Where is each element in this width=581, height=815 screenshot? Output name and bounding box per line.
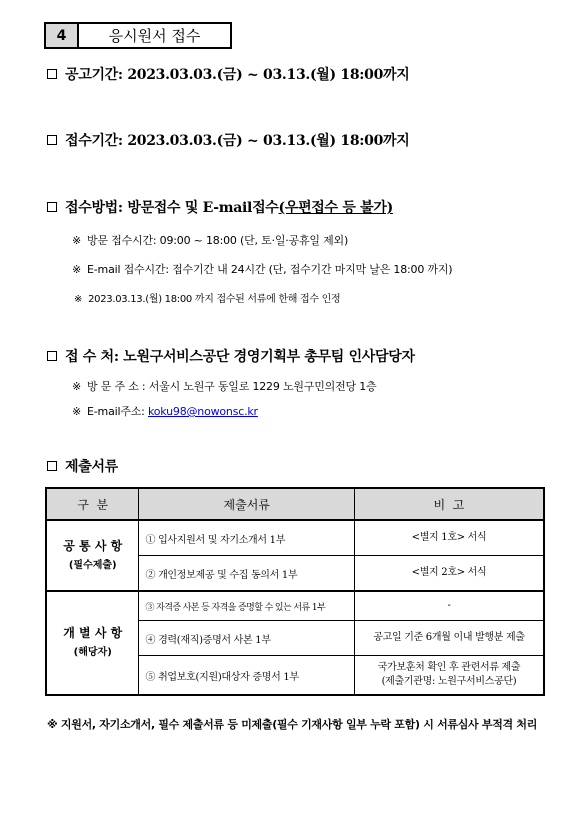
email-link[interactable]: koku98@nowonsc.kr xyxy=(147,405,258,418)
email-label: E-mail주소: xyxy=(87,405,145,418)
section-number: 4 xyxy=(44,22,79,49)
method-item-text: 2023.03.13.(월) 18:00 까지 접수된 서류에 한해 접수 인정 xyxy=(88,294,341,305)
checkbox-icon xyxy=(47,202,57,212)
category-sub: (해당자) xyxy=(73,647,112,658)
section-title: 응시원서 접수 xyxy=(77,22,232,49)
method-item-text: 방문 접수시간: 09:00 ~ 18:00 (단, 토·일·공휴일 제외) xyxy=(87,234,349,247)
checkbox-icon xyxy=(47,351,57,361)
visit-address: 서울시 노원구 동일로 1229 노원구민의전당 1층 xyxy=(148,380,377,393)
note-mark: ※ xyxy=(74,294,83,305)
category-name: 개 별 사 항 xyxy=(63,626,123,640)
announcement-period-line xyxy=(47,64,410,84)
document-cell: ① 입사지원서 및 자기소개서 1부 xyxy=(139,520,355,556)
documents-line xyxy=(47,456,118,476)
method-item xyxy=(72,261,452,277)
note-mark: ※ xyxy=(72,263,82,276)
place-label: 접 수 처: xyxy=(65,349,119,365)
table-row xyxy=(46,520,544,556)
documents-label: 제출서류 xyxy=(65,459,118,475)
table-header-row xyxy=(46,488,544,520)
reception-period: 2023.03.03.(금) ~ 03.13.(월) 18:00까지 xyxy=(127,133,410,149)
method-item xyxy=(72,232,348,248)
document-cell: ④ 경력(재직)증명서 사본 1부 xyxy=(139,621,355,656)
checkbox-icon xyxy=(47,461,57,471)
checkbox-icon xyxy=(47,69,57,79)
checkbox-icon xyxy=(47,135,57,145)
header-documents: 제출서류 xyxy=(139,488,355,520)
note-mark: ※ xyxy=(72,234,82,247)
announcement-period: 2023.03.03.(금) ~ 03.13.(월) 18:00까지 xyxy=(127,67,410,83)
method-label: 접수방법: xyxy=(65,200,123,216)
remark-cell: - xyxy=(355,591,545,621)
method-item xyxy=(74,290,340,305)
category-name: 공 통 사 항 xyxy=(63,538,123,553)
remark-cell: <별지 2호> 서식 xyxy=(355,556,545,592)
method-item-text: E-mail 접수시간: 접수기간 내 24시간 (단, 접수기간 마지막 날은 18:00 까지) xyxy=(87,263,453,276)
table-row xyxy=(46,591,544,621)
visit-address-line xyxy=(72,378,376,394)
remark-line-2: (제출기관명: 노원구서비스공단) xyxy=(381,676,517,687)
reception-period-line xyxy=(47,130,410,150)
note-mark: ※ xyxy=(72,380,82,393)
category-individual xyxy=(46,591,139,695)
place-line xyxy=(47,346,415,366)
category-sub: (필수제출) xyxy=(68,559,117,571)
method-value: 방문접수 및 E-mail접수 xyxy=(127,200,279,216)
remark-cell xyxy=(355,656,545,696)
method-line xyxy=(47,197,393,217)
email-address-line xyxy=(72,403,258,419)
header-remarks: 비 고 xyxy=(355,488,545,520)
note-mark: ※ xyxy=(72,405,82,418)
place-value: 노원구서비스공단 경영기획부 총무팀 인사담당자 xyxy=(123,349,415,365)
reception-label: 접수기간: xyxy=(65,133,123,149)
category-common xyxy=(46,520,139,591)
announcement-label: 공고기간: xyxy=(65,67,123,83)
document-cell: ③ 자격증 사본 등 자격을 증명할 수 있는 서류 1부 xyxy=(139,591,355,621)
footnote: ※ 지원서, 자기소개서, 필수 제출서류 등 미제출(필수 기재사항 일부 누락 포함) 시 서류심사 부적격 처리 xyxy=(47,718,538,731)
remark-cell: <별지 1호> 서식 xyxy=(355,520,545,556)
header-category: 구 분 xyxy=(46,488,139,520)
method-note: (우편접수 등 불가) xyxy=(278,200,393,216)
visit-address-label: 방 문 주 소 : xyxy=(87,380,146,393)
document-cell: ⑤ 취업보호(지원)대상자 증명서 1부 xyxy=(139,656,355,696)
remark-cell: 공고일 기준 6개월 이내 발행분 제출 xyxy=(355,621,545,656)
documents-table xyxy=(45,487,545,696)
document-cell: ② 개인정보제공 및 수집 동의서 1부 xyxy=(139,556,355,592)
remark-line: 국가보훈처 확인 후 관련서류 제출 xyxy=(377,662,521,673)
